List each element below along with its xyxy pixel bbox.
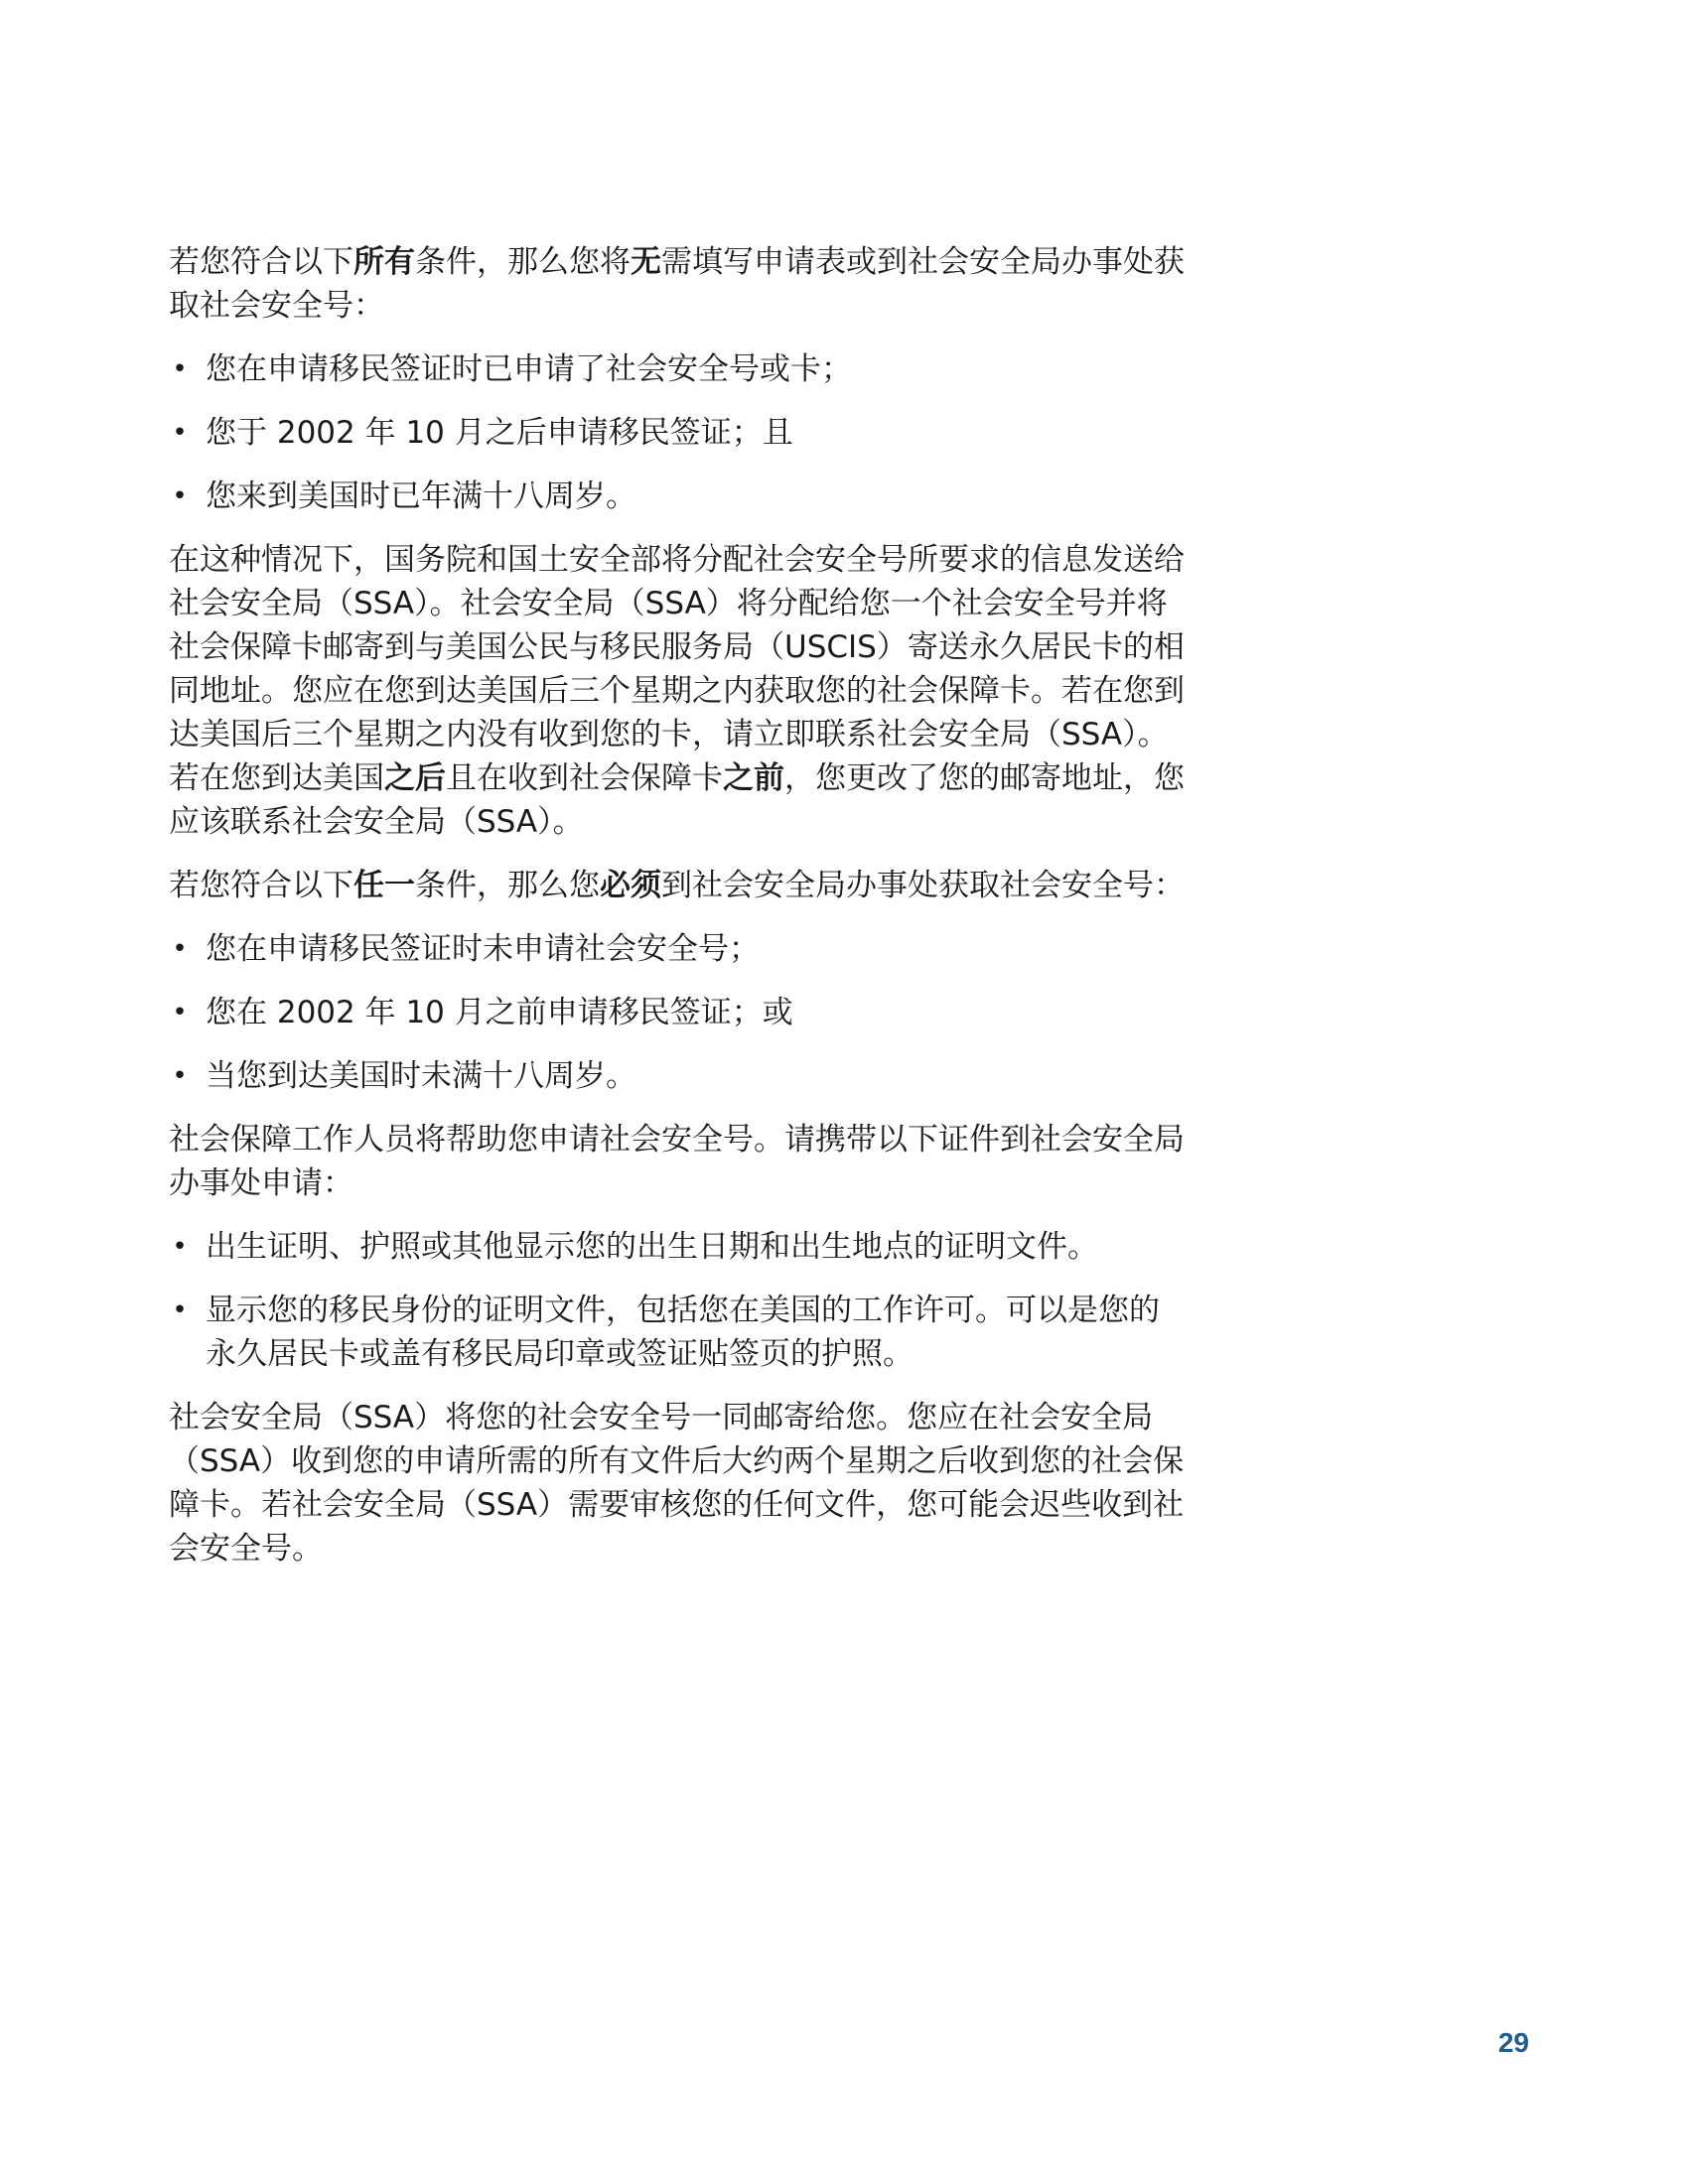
bullet-icon: • — [172, 481, 188, 511]
list-item — [169, 991, 1187, 1034]
intro2-emphasis-any: 任一 — [353, 868, 415, 903]
list-item-text: 您于 2002 年 10 月之后申请移民签证；且 — [206, 415, 793, 451]
bullet-icon: • — [172, 1296, 188, 1325]
para2-emphasis-before: 之前 — [723, 760, 784, 796]
conditions-list-any — [169, 927, 1187, 1098]
list-item — [169, 927, 1187, 971]
list-item — [169, 411, 1187, 455]
office-application-paragraph: 社会保障工作人员将帮助您申请社会安全号。请携带以下证件到社会安全局办事处申请： — [169, 1122, 1185, 1201]
page-number: 29 — [1497, 2027, 1529, 2058]
intro2-text-c: 条件，那么您 — [415, 868, 600, 903]
bullet-icon: • — [172, 1061, 188, 1091]
para2-emphasis-after: 之后 — [384, 760, 446, 796]
intro1-emphasis-all: 所有 — [353, 244, 415, 280]
page-body — [169, 240, 1187, 1590]
intro1-text-e: 需填写申请表或到社会安全局办事处获取社会安全号： — [169, 244, 1185, 324]
bullet-icon: • — [172, 418, 188, 448]
automatic-assignment-paragraph — [169, 538, 1187, 844]
intro1-emphasis-no: 无 — [631, 244, 661, 280]
mailing-card-paragraph: 社会安全局（SSA）将您的社会安全号一同邮寄给您。您应在社会安全局（SSA）收到您的申请所需的所有文件后大约两个星期之后收到您的社会保障卡。若社会安全局（SSA）需要审核您的任何文件，您可能会迟些收到社会安全号。 — [169, 1400, 1185, 1567]
bullet-icon: • — [172, 998, 188, 1027]
intro2-text-e: 到社会安全局办事处获取社会安全号： — [661, 868, 1185, 903]
list-item-text: 您来到美国时已年满十八周岁。 — [206, 478, 636, 514]
intro-any-condition — [169, 864, 1187, 907]
list-item — [169, 475, 1187, 518]
list-item — [169, 347, 1187, 391]
para2-text-c: 且在收到社会保障卡 — [446, 760, 723, 796]
list-item — [169, 1289, 1187, 1376]
documents-list — [169, 1225, 1187, 1376]
list-item — [169, 1054, 1187, 1098]
list-item-text: 您在申请移民签证时未申请社会安全号； — [206, 931, 760, 967]
intro2-text-a: 若您符合以下 — [169, 868, 353, 903]
intro1-text-c: 条件，那么您将 — [415, 244, 631, 280]
bullet-icon: • — [172, 934, 188, 964]
conditions-list-all — [169, 347, 1187, 518]
list-item-text: 您在 2002 年 10 月之前申请移民签证；或 — [206, 995, 793, 1030]
para2-text-a: 在这种情况下，国务院和国土安全部将分配社会安全号所要求的信息发送给社会安全局（SSA）。社会安全局（SSA）将分配给您一个社会安全号并将社会保障卡邮寄到与美国公民与移民服务局（USCIS）寄送永久居民卡的相同地址。您应在您到达美国后三个星期之内获取您的社会保障卡。若在您到达美国后三个星期之内没有收到您的卡，请立即联系社会安全局（SSA）。若在您到达美国 — [169, 542, 1185, 796]
list-item-text: 当您到达美国时未满十八周岁。 — [206, 1058, 636, 1094]
list-item — [169, 1225, 1187, 1269]
bullet-icon: • — [172, 354, 188, 384]
intro-all-conditions — [169, 240, 1187, 328]
intro1-text-a: 若您符合以下 — [169, 244, 353, 280]
bullet-icon: • — [172, 1232, 188, 1262]
list-item-text: 您在申请移民签证时已申请了社会安全号或卡； — [206, 351, 852, 387]
list-item-text: 出生证明、护照或其他显示您的出生日期和出生地点的证明文件。 — [206, 1229, 1098, 1265]
para2-text-e: ，您更改了您的邮寄地址，您应该联系社会安全局（SSA）。 — [169, 760, 1185, 840]
intro2-emphasis-must: 必须 — [600, 868, 661, 903]
list-item-text: 显示您的移民身份的证明文件，包括您在美国的工作许可。可以是您的永久居民卡或盖有移民局印章或签证贴签页的护照。 — [206, 1293, 1160, 1372]
